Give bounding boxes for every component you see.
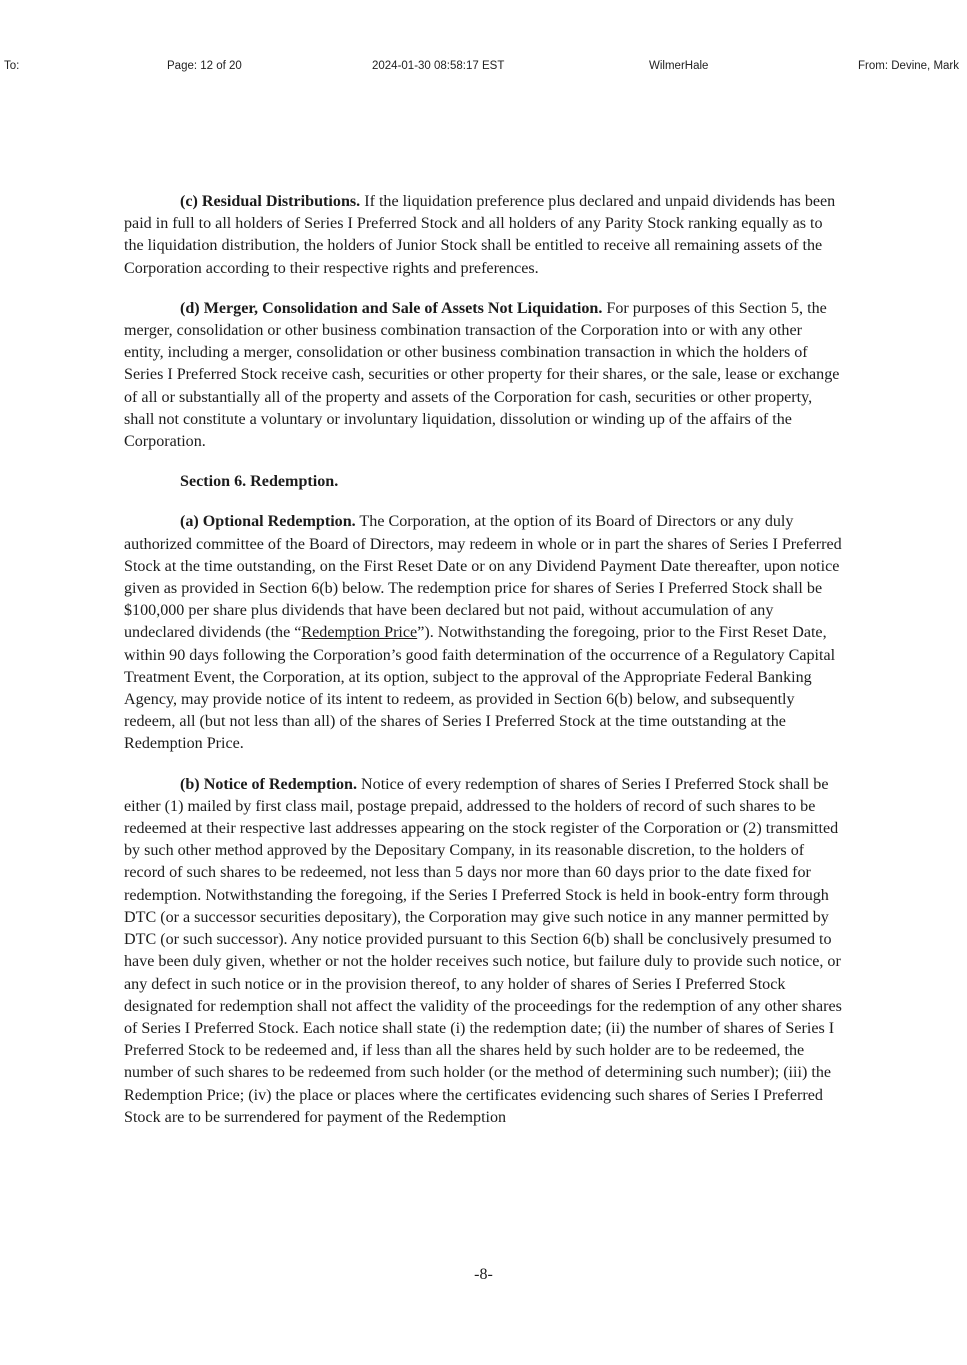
section-6-heading: Section 6. Redemption.	[180, 473, 339, 491]
paragraph-text: For purposes of this Section 5, the merger, consolidation or other business combination transaction of the Corporation into or with any other entity, including a merger, consolidation or other business combination transaction in which the holders of Series I Preferred Stock receive cash, securities or other property for their shares, or the sale, lease or exchange of all or substantially all of the property and assets of the Corporation for cash, securities or other property, shall not constitute a voluntary or involuntary liquidation, dissolution or winding up of the affairs of the Corporation.	[124, 299, 840, 451]
paragraph-heading: (c) Residual Distributions.	[180, 193, 361, 210]
fax-firm: WilmerHale	[649, 60, 709, 72]
paragraph-notice-of-redemption	[124, 774, 844, 1129]
paragraph-heading: (b) Notice of Redemption.	[180, 775, 357, 793]
fax-from: From: Devine, Mark	[858, 60, 959, 72]
fax-header	[0, 60, 967, 76]
paragraph-optional-redemption	[124, 511, 844, 755]
paragraph-text: The Corporation, at the option of its Board of Directors or any duly authorized committee of the Board of Directors, may redeem in whole or in part the shares of Series I Preferred Stock at the time outstanding, on the First Reset Date or on any Dividend Payment Date thereafter, upon notice given as provided in Section 6(b) below. The redemption price for shares of Series I Preferred Stock shall be $100,000 per share plus dividends that have been declared but not paid, without accumulation of any undeclared dividends (the “	[124, 513, 842, 642]
paragraph-text: Notice of every redemption of shares of Series I Preferred Stock shall be either (1) mailed by first class mail, postage prepaid, addressed to the holders of record of such shares to be redeemed at their respective last addresses appearing on the stock register of the Corporation or (2) transmitted by such other method approved by the Depositary Company, in its reasonable discretion, to the holders of record of such shares to be redeemed, not less than 5 days nor more than 60 days prior to the date fixed for redemption. Notwithstanding the foregoing, if the Series I Preferred Stock is held in book-entry form through DTC (or a successor securities depositary), the Corporation may give such notice in any manner permitted by DTC (or such successor). Any notice provided pursuant to this Section 6(b) shall be conclusively presumed to have been duly given, whether or not the holder receives such notice, but failure duly to provide such notice, or any defect in such notice or in the provision thereof, to any holder of shares of Series I Preferred Stock designated for redemption shall not affect the validity of the proceedings for the redemption of any other shares of Series I Preferred Stock. Each notice shall state (i) the redemption date; (ii) the number of shares of Series I Preferred Stock to be redeemed and, if less than all the shares held by such holder are to be redeemed, the number of such shares to be redeemed from such holder (or the method of determining such number); (iii) the Redemption Price; (iv) the place or places where the certificates evidencing such shares of Series I Preferred Stock are to be surrendered for payment of the Redemption	[124, 775, 842, 1126]
defined-term-redemption-price: Redemption Price	[301, 624, 418, 642]
paragraph-residual-distributions	[124, 191, 844, 280]
paragraph-text: If the liquidation preference plus declared and unpaid dividends has been paid in full to all holders of Series I Preferred Stock and all holders of any Parity Stock ranking equally as to the liquidation distribution, the holders of Junior Stock shall be entitled to receive all remaining assets of the Corporation according to their respective rights and preferences.	[124, 193, 836, 277]
fax-timestamp: 2024-01-30 08:58:17 EST	[372, 60, 505, 72]
document-body	[124, 191, 844, 1147]
paragraph-heading: (d) Merger, Consolidation and Sale of Assets Not Liquidation.	[180, 299, 603, 317]
paragraph-heading: (a) Optional Redemption.	[180, 513, 356, 531]
paragraph-merger-consolidation	[124, 298, 844, 453]
fax-to: To:	[4, 60, 20, 72]
page-number: -8-	[474, 1266, 493, 1283]
paragraph-text-continued: ”). Notwithstanding the foregoing, prior to the First Reset Date, within 90 days following the Corporation’s good faith determination of the occurrence of a Regulatory Capital Treatment Event, the Corporation, at its option, subject to the approval of the Appropriate Federal Banking Agency, may provide notice of its intent to redeem, as provided in Section 6(b) below, and subsequently redeem, all (but not less than all) of the shares of Series I Preferred Stock at the time outstanding at the Redemption Price.	[124, 624, 836, 753]
fax-page-count: Page: 12 of 20	[167, 60, 242, 72]
